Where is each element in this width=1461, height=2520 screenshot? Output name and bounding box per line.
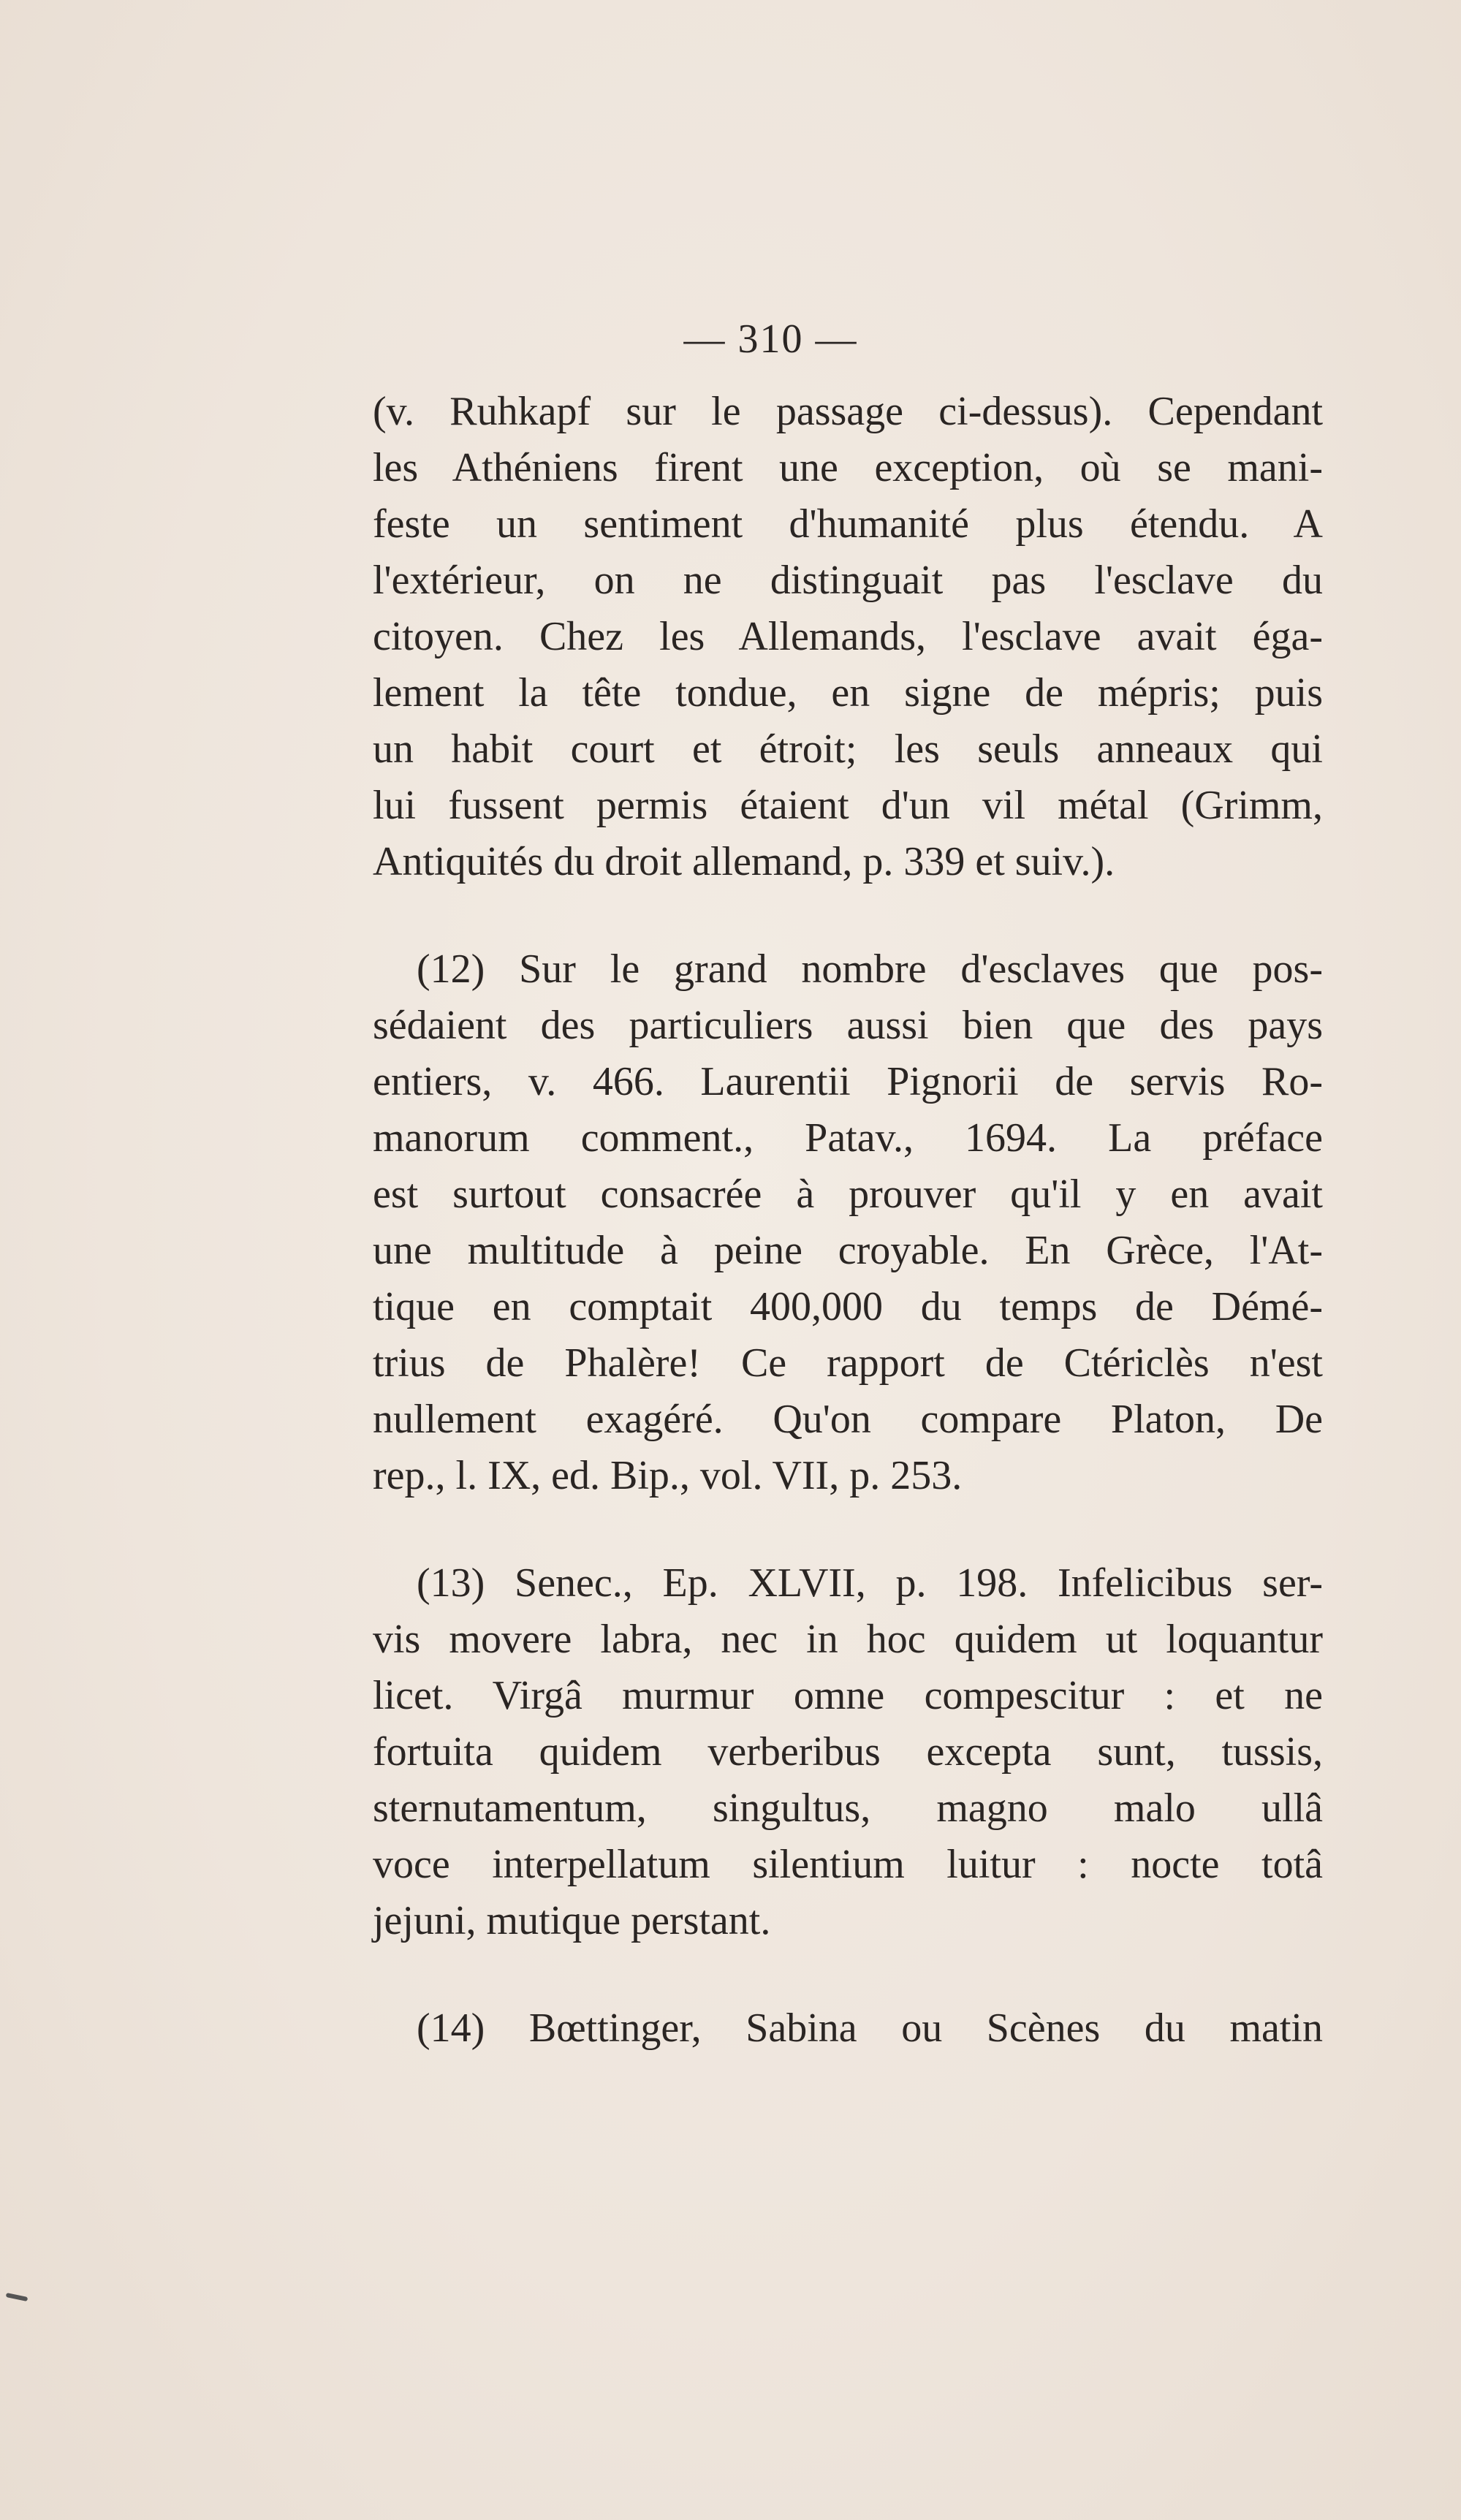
text-line: trius de Phalère! Ce rapport de Ctériclès n'est bbox=[373, 1340, 1323, 1386]
page-number: — 310 — bbox=[683, 316, 858, 362]
text-line: feste un sentiment d'humanité plus étendu. A bbox=[373, 501, 1323, 547]
text-line: est surtout consacrée à prouver qu'il y en avait bbox=[373, 1172, 1323, 1217]
footnote-12 bbox=[373, 941, 1323, 1504]
text-line: voce interpellatum silentium luitur : nocte totâ bbox=[373, 1842, 1323, 1887]
text-line: (14) Bœttinger, Sabina ou Scènes du matin bbox=[417, 2005, 1323, 2051]
text-line: lui fussent permis étaient d'un vil métal (Grimm, bbox=[373, 783, 1323, 828]
text-line: citoyen. Chez les Allemands, l'esclave avait éga- bbox=[373, 614, 1323, 659]
text-line: (13) Senec., Ep. XLVII, p. 198. Infelicibus ser- bbox=[417, 1560, 1323, 1606]
text-line: Antiquités du droit allemand, p. 339 et suiv.). bbox=[373, 839, 1115, 884]
text-line: jejuni, mutique perstant. bbox=[373, 1898, 771, 1943]
paragraph-continuation bbox=[373, 384, 1323, 890]
text-line: une multitude à peine croyable. En Grèce, l'At- bbox=[373, 1228, 1323, 1273]
margin-mark bbox=[6, 2293, 29, 2301]
text-block bbox=[373, 384, 1323, 2057]
text-line: l'extérieur, on ne distinguait pas l'esclave du bbox=[373, 558, 1323, 603]
text-line: manorum comment., Patav., 1694. La préface bbox=[373, 1115, 1323, 1161]
text-line: (12) Sur le grand nombre d'esclaves que pos- bbox=[417, 946, 1323, 992]
text-line: sternutamentum, singultus, magno malo ullâ bbox=[373, 1785, 1323, 1831]
text-line: tique en comptait 400,000 du temps de Démé- bbox=[373, 1284, 1323, 1329]
text-line: les Athéniens firent une exception, où se mani- bbox=[373, 445, 1323, 490]
text-line: rep., l. IX, ed. Bip., vol. VII, p. 253. bbox=[373, 1453, 963, 1498]
text-line: vis movere labra, nec in hoc quidem ut loquantur bbox=[373, 1617, 1323, 1662]
text-line: fortuita quidem verberibus excepta sunt, tussis, bbox=[373, 1729, 1323, 1775]
text-line: lement la tête tondue, en signe de mépris; puis bbox=[373, 670, 1323, 716]
text-line: sédaient des particuliers aussi bien que des pays bbox=[373, 1003, 1323, 1048]
footnote-14 bbox=[373, 2000, 1323, 2057]
footnote-13 bbox=[373, 1555, 1323, 1949]
text-line: entiers, v. 466. Laurentii Pignorii de servis Ro- bbox=[373, 1059, 1323, 1104]
text-line: nullement exagéré. Qu'on compare Platon, De bbox=[373, 1397, 1323, 1442]
text-line: licet. Virgâ murmur omne compescitur : et ne bbox=[373, 1673, 1323, 1718]
text-line: un habit court et étroit; les seuls anneaux qui bbox=[373, 726, 1323, 772]
text-line: (v. Ruhkapf sur le passage ci-dessus). Cependant bbox=[373, 389, 1323, 434]
